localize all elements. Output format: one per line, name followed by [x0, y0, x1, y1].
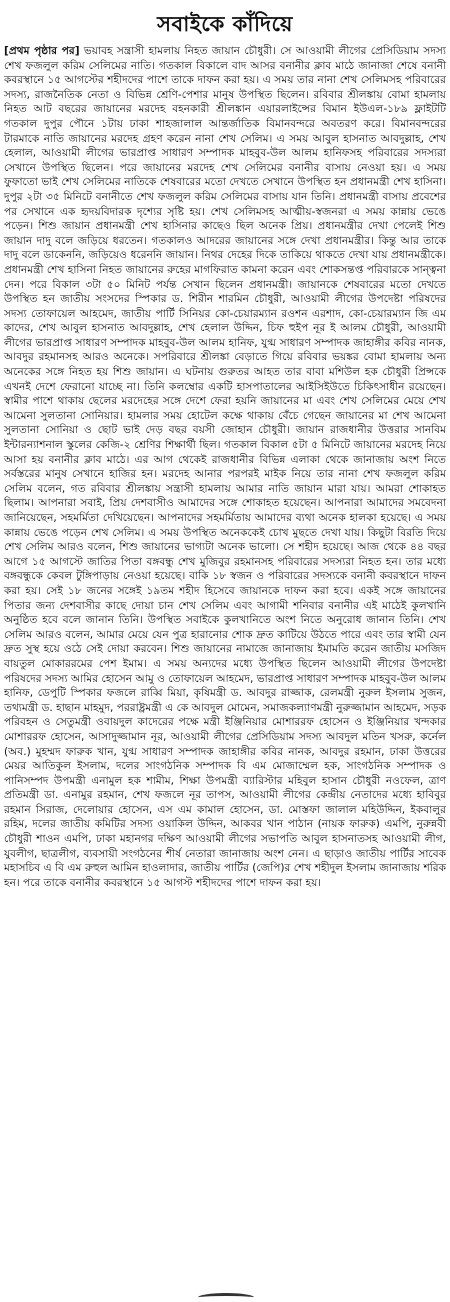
- article-paragraph: [4, 44, 446, 890]
- headline: সবাইকে কাঁদিয়ে: [157, 12, 293, 36]
- article-text: ভয়াবহ সন্ত্রাসী হামলায় নিহত জায়ান চৌধুরী। সে আওয়ামী লীগের প্রেসিডিয়াম সদস্য শেখ ফজলুল করিম সেলিমের নাতি। গতকাল বিকালে বাদ আসর বনানীর ক্লাব মাঠে জানাজা শেষে বনানী কবরস্থানে ১৫ আগস্টের শহীদদের পাশে তাকে দাফন করা হয়। এ সময় তার নানা শেখ সেলিমসহ পরিবারের সদস্য, রাজনৈতিক নেতা ও বিভিন্ন শ্রেণি-পেশার মানুষ উপস্থিত ছিলেন। রবিবার শ্রীলঙ্কায় বোমা হামলায় নিহত আট বছরের জায়ানের মরদেহ বহনকারী শ্রীলঙ্কান এয়ারলাইন্সের বিমান ইউএল-১৮৯ ফ্লাইটটি গতকাল দুপুর পৌনে ১টায় ঢাকা শাহজালাল আন্তর্জাতিক বিমানবন্দরে অবতরণ করে। বিমানবন্দরের টারমাকে নাতি জায়ানের মরদেহ গ্রহণ করেন নানা শেখ সেলিম। এ সময় আবুল হাসনাত আবদুল্লাহ, শেখ হেলাল, আওয়ামী লীগের ভারপ্রাপ্ত সাধারণ সম্পাদক মাহবুব-উল আলম হানিফসহ পরিবারের সদস্যরা সেখানে উপস্থিত ছিলেন। পরে জায়ানের মরদেহ শেখ সেলিমের বনানীর বাসায় নেওয়া হয়। এ সময় ফুফাতো ভাই শেখ সেলিমের নাতিকে শেষবারের মতো দেখতে সেখানে উপস্থিত হন প্রধানমন্ত্রী শেখ হাসিনা। দুপুর ২টা ৩৫ মিনিটে বনানীতে শেখ ফজলুল করিম সেলিমের বাসায় যান তিনি। প্রধানমন্ত্রী বাসায় প্রবেশের পর সেখানে এক হৃদয়বিদারক দৃশ্যের সৃষ্টি হয়। শেখ সেলিমসহ আত্মীয়-স্বজনরা এ সময় কান্নায় ভেঙে পড়েন। শিশু জায়ান প্রধানমন্ত্রী শেখ হাসিনার কাছেও ছিল অনেক প্রিয়। প্রধানমন্ত্রীর দেখা পেলেই শিশু জায়ান দাদু বলে জড়িয়ে ধরতেন। গতকালও আদরের জায়ানের সঙ্গে দেখা প্রধানমন্ত্রীর। কিন্তু আর তাকে দাদু বলে ডাকেননি, জড়িয়েও ধরেননি জায়ান। নিথর দেহের দিকে তাকিয়ে থাকতে দেখা যায় প্রধানমন্ত্রীকে। প্রধানমন্ত্রী শেখ হাসিনা নিহত জায়ানের রুহের মাগফিরাত কামনা করেন এবং শোকসন্তপ্ত পরিবারকে সান্ত্বনা দেন। পরে বিকাল ৩টা ৫০ মিনিট পর্যন্ত সেখান ছিলেন প্রধানমন্ত্রী। জায়ানকে শেষবারের মতো দেখতে উপস্থিত হন জাতীয় সংসদের স্পিকার ড. শিরীন শারমিন চৌধুরী, আওয়ামী লীগের উপদেষ্টা পরিষদের সদস্য তোফায়েল আহমেদ, জাতীয় পার্টি সিনিয়র কো-চেয়ারম্যান রওশন এরশাদ, কো-চেয়ারম্যান জি এম কাদের, শেখ আবুল হাসনাত আবদুল্লাহ, শেখ হেলাল উদ্দিন, চিফ হুইপ নূর ই আলম চৌধুরী, আওয়ামী লীগের ভারপ্রাপ্ত সাধারণ সম্পাদক মাহবুব-উল আলম হানিফ, যুগ্ম সাধারণ সম্পাদক জাহাঙ্গীর কবির নানক, আবদুর রহমানসহ আরও অনেকে। সপরিবারে শ্রীলঙ্কা বেড়াতে গিয়ে রবিবার ভয়ঙ্কর বোমা হামলায় অন্য অনেকের সঙ্গে নিহত হয় শিশু জায়ান। এ ঘটনায় গুরুতর আহত তার বাবা মশিউল হক চৌধুরী প্রিন্সকে এখনই দেশে ফেরানো যাচ্ছে না। তিনি কলম্বোর একটি হাসপাতালের আইসিইউতে চিকিৎসাধীন রয়েছেন। স্বামীর পাশে থাকায় ছেলের মরদেহের সঙ্গে দেশে ফেরা হয়নি জায়ানের মা এবং শেখ সেলিমের মেয়ে শেখ আমেনা সুলতানা সোনিয়ার। হামলার সময় হোটেল কক্ষে থাকায় বেঁচে গেছেন জায়ানের মা শেখ আমেনা সুলতানা সোনিয়া ও ছোট ভাই দেড় বছর বয়সী জোহান চৌধুরী। জায়ান রাজধানীর উত্তরার সানবিম ইন্টারন্যাশনাল স্কুলের কেজি-২ শ্রেণির শিক্ষার্থী ছিল। গতকাল বিকাল ৫টা ৫ মিনিটে জায়ানের মরদেহ নিয়ে আসা হয় বনানীর ক্লাব মাঠে। এর আগ থেকেই রাজধানীর বিভিন্ন এলাকা থেকে জানাজায় অংশ নিতে সর্বস্তরের মানুষ সেখানে হাজির হন। মরদেহ আনার পরপরই মাইক নিয়ে তার নানা শেখ ফজলুল করিম সেলিম বলেন, গত রবিবার শ্রীলঙ্কায় সন্ত্রাসী হামলায় আমার নাতি জায়ান মারা যায়। আমরা শোকাহত ছিলাম। আপনারা সবাই, প্রিয় দেশবাসীও আমাদের সঙ্গে শোকাহত হয়েছেন। আপনারা আমাদের সমবেদনা জানিয়েছেন, সহমর্মিতা দেখিয়েছেন। আপনাদের সহমর্মিতায় আমাদের ব্যথা অনেক হালকা হয়েছে। এ সময় কান্নায় ভেঙে পড়েন শেখ সেলিম। এ সময় উপস্থিত অনেককেই চোখ মুছতে দেখা যায়। কিছুটা বিরতি দিয়ে শেখ সেলিম আরও বলেন, শিশু জায়ানের ভাগ্যটা অনেক ভালো। সে শহীদ হয়েছে। আজ থেকে ৪৪ বছর আগে ১৫ আগস্টে জাতির পিতা বঙ্গবন্ধু শেখ মুজিবুর রহমানসহ পরিবারের সদস্যরা নিহত হন। তার মধ্যে বঙ্গবন্ধুকে কেবল টুঙ্গিপাড়ায় নেওয়া হয়েছে। বাকি ১৮ স্বজন ও পরিবারের সদস্যকে বনানী কবরস্থানে দাফন করা হয়। সেই ১৮ জনের সঙ্গেই ১৯তম শহীদ হিসেবে জায়ানকে দাফন করা হবে। একই সঙ্গে জায়ানের পিতার জন্য দেশবাসীর কাছে দোয়া চান শেখ সেলিম এবং আগামী শনিবার বনানীর এই মাঠেই কুলখানি অনুষ্ঠিত হবে বলে জানান তিনি। উপস্থিত সবাইকে কুলখানিতে অংশ নিতে অনুরোধ জানান তিনি। শেখ সেলিম আরও বলেন, আমার মেয়ে যেন পুত্র হারানোর শোক দ্রুত কাটিয়ে উঠতে পারে এবং তার স্বামী যেন দ্রুত সুস্থ হয়ে ওঠে সেই দোয়া করবেন। শিশু জায়ানের নামাজে জানাজায় ইমামতি করেন জাতীয় মসজিদ বায়তুল মোকাররমের পেশ ইমাম। এ সময় অন্যদের মধ্যে উপস্থিত ছিলেন আওয়ামী লীগের উপদেষ্টা পরিষদের সদস্য আমির হোসেন আমু ও তোফায়েল আহমেদ, ভারপ্রাপ্ত সাধারণ সম্পাদক মাহবুব-উল আলম হানিফ, ডেপুটি স্পিকার ফজলে রাব্বি মিয়া, কৃষিমন্ত্রী ড. আবদুর রাজ্জাক, রেলমন্ত্রী নুরুল ইসলাম সুজন, তথ্যমন্ত্রী ড. হাছান মাহমুদ, পররাষ্ট্রমন্ত্রী এ কে আবদুল মোমেন, সমাজকল্যাণমন্ত্রী নুরুজ্জামান আহমেদ, সড়ক পরিবহন ও সেতুমন্ত্রী ওবায়দুল কাদেরের পক্ষে মন্ত্রী ইঞ্জিনিয়ার মোশাররফ হোসেন ও ইঞ্জিনিয়ার খন্দকার মোশাররফ হোসেন, আসাদুজ্জামান নূর, আওয়ামী লীগের প্রেসিডিয়াম সদস্য আবদুল মতিন খসরু, কর্নেল (অব.) মুহম্মদ ফারুক খান, যুগ্ম সাধারণ সম্পাদক জাহাঙ্গীর কবির নানক, আবদুর রহমান, ঢাকা উত্তরের মেয়র আতিকুল ইসলাম, দলের সাংগঠনিক সম্পাদক বি এম মোজাম্মেল হক, সাংগঠনিক সম্পাদক ও পানিসম্পদ উপমন্ত্রী এনামুল হক শামীম, শিক্ষা উপমন্ত্রী ব্যারিস্টার মহিবুল হাসান চৌধুরী নওফেল, ত্রাণ প্রতিমন্ত্রী ডা. এনামুর রহমান, শেখ ফজলে নূর তাপস, আওয়ামী লীগের কেন্দ্রীয় নেতাদের মধ্যে হাবিবুর রহমান সিরাজ, দেলোয়ার হোসেন, এস এম কামাল হোসেন, ডা. মোস্তফা জালাল মহিউদ্দিন, ইকবালুর রহিম, দলের জাতীয় কমিটির সদস্য ওয়াকিল উদ্দিন, আকবর খান পাঠান (নায়ক ফারুক) এমপি, নুরুন্নবী চৌধুরী শাওন এমপি, ঢাকা মহানগর দক্ষিণ আওয়ামী লীগের সভাপতি আবুল হাসনাতসহ আওয়ামী লীগ, যুবলীগ, ছাত্রলীগ, ব্যবসায়ী সংগঠনের শীর্ষ নেতারা জানাজায় অংশ নেন। এ ছাড়াও জাতীয় পার্টির সাবেক মহাসচিব এ বি এম রুহুল আমিন হাওলাদার, জাতীয় পার্টির (জেপি)র শেখ শহীদুল ইসলাম জানাজায় শরিক হন। পরে তাকে বনানীর কবরস্থানে ১৫ আগস্ট শহীদদের পাশে দাফন করা হয়।: [4, 45, 446, 889]
- page-edge-mark: [198, 1293, 254, 1302]
- article-body: [4, 44, 446, 890]
- front-page-tag: [প্রথম পৃষ্ঠার পর]: [4, 45, 80, 57]
